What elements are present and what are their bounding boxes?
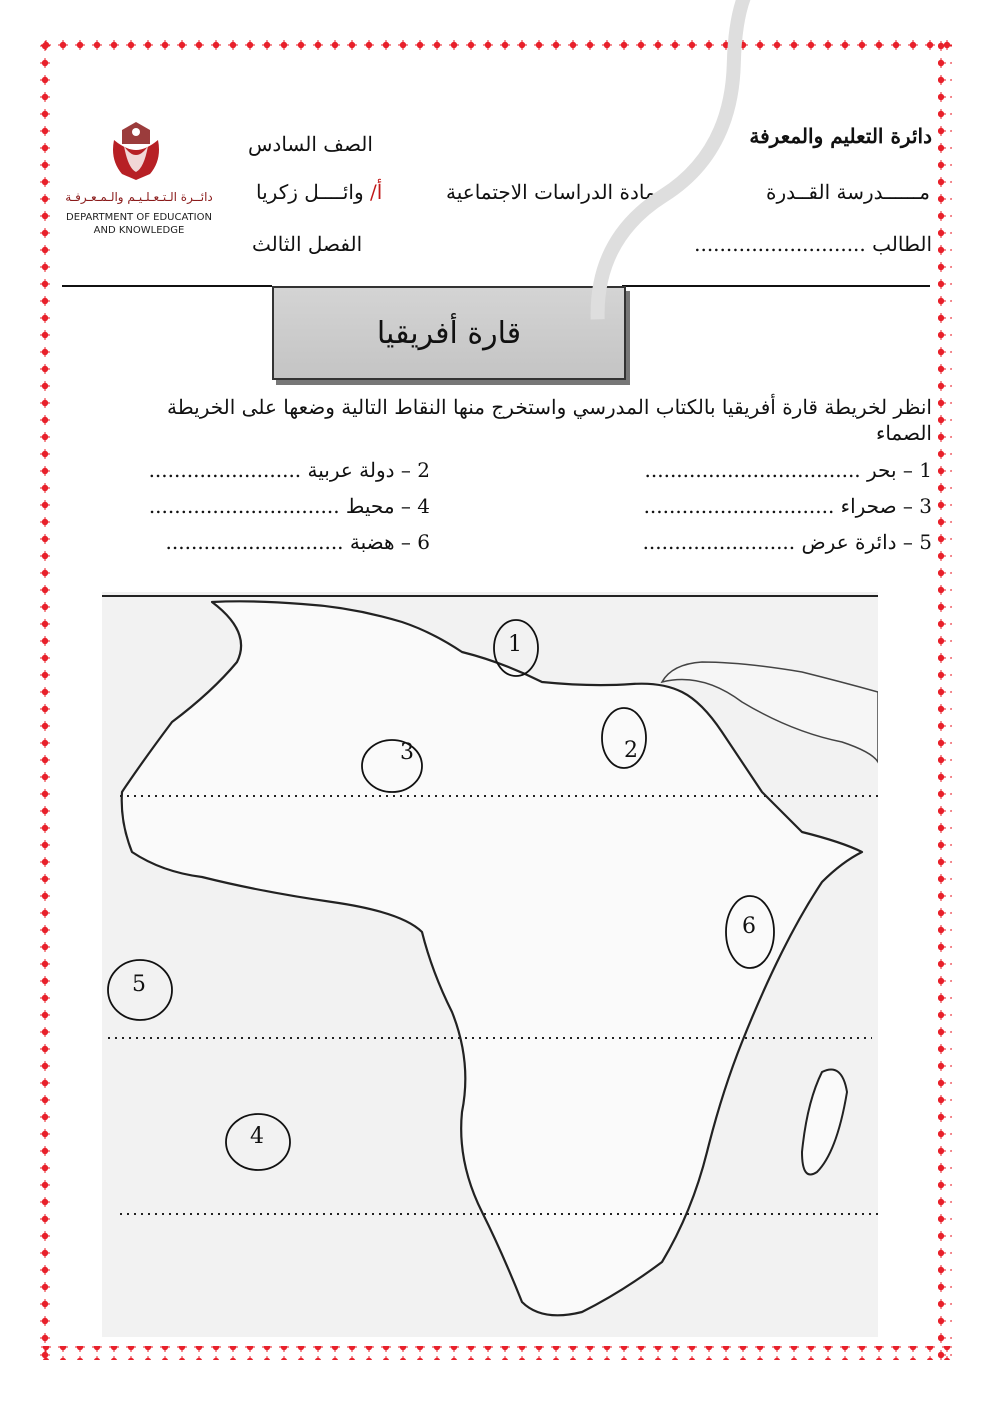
map-marker-4: 4	[250, 1124, 264, 1149]
teacher-name: وائــــل زكريا	[256, 180, 370, 204]
term-label: الفصل الثالث	[252, 232, 363, 256]
task-3-desert[interactable]: 3 – صحراء ..............................	[643, 494, 932, 518]
map-marker-3: 3	[400, 740, 414, 765]
teacher-label	[256, 180, 382, 204]
africa-blank-map	[102, 592, 878, 1337]
map-marker-6: 6	[742, 914, 756, 939]
logo-arabic-text: دائــرة الـتـعـلـيـم والـمـعـرفـة	[65, 190, 213, 204]
directorate-name: دائرة التعليم والمعرفة	[749, 124, 932, 148]
task-4-ocean[interactable]: 4 – محيط ..............................	[148, 494, 430, 518]
grade-label: الصف السادس	[248, 132, 373, 156]
logo-english-line2: AND KNOWLEDGE	[93, 225, 185, 236]
logo-english-line1: DEPARTMENT OF EDUCATION	[66, 212, 212, 223]
africa-outline	[102, 592, 878, 1337]
task-2-arab-country[interactable]: 2 – دولة عربية ........................	[148, 458, 430, 482]
task-6-plateau[interactable]: 6 – هضبة ............................	[165, 530, 430, 554]
teacher-prefix: أ/	[369, 180, 383, 204]
task-1-sea[interactable]: 1 – بحر ..................................	[644, 458, 932, 482]
header-rule-left	[62, 285, 272, 287]
task-5-latitude[interactable]: 5 – دائرة عرض ........................	[642, 530, 932, 554]
map-marker-1: 1	[508, 632, 522, 657]
instructions-text: انظر لخريطة قارة أفريقيا بالكتاب المدرسي واستخرج منها النقاط التالية وضعها على الخريطة الصماء	[167, 395, 932, 445]
page-title: قارة أفريقيا	[376, 315, 522, 351]
student-name-field[interactable]: الطالب ...........................	[694, 232, 932, 256]
map-marker-2: 2	[624, 738, 638, 763]
map-marker-5: 5	[132, 972, 146, 997]
department-emblem-icon	[106, 120, 166, 182]
school-name: مــــــدرسة القــدرة	[766, 180, 930, 204]
subject-name: مادة الدراسات الاجتماعية	[446, 180, 656, 204]
